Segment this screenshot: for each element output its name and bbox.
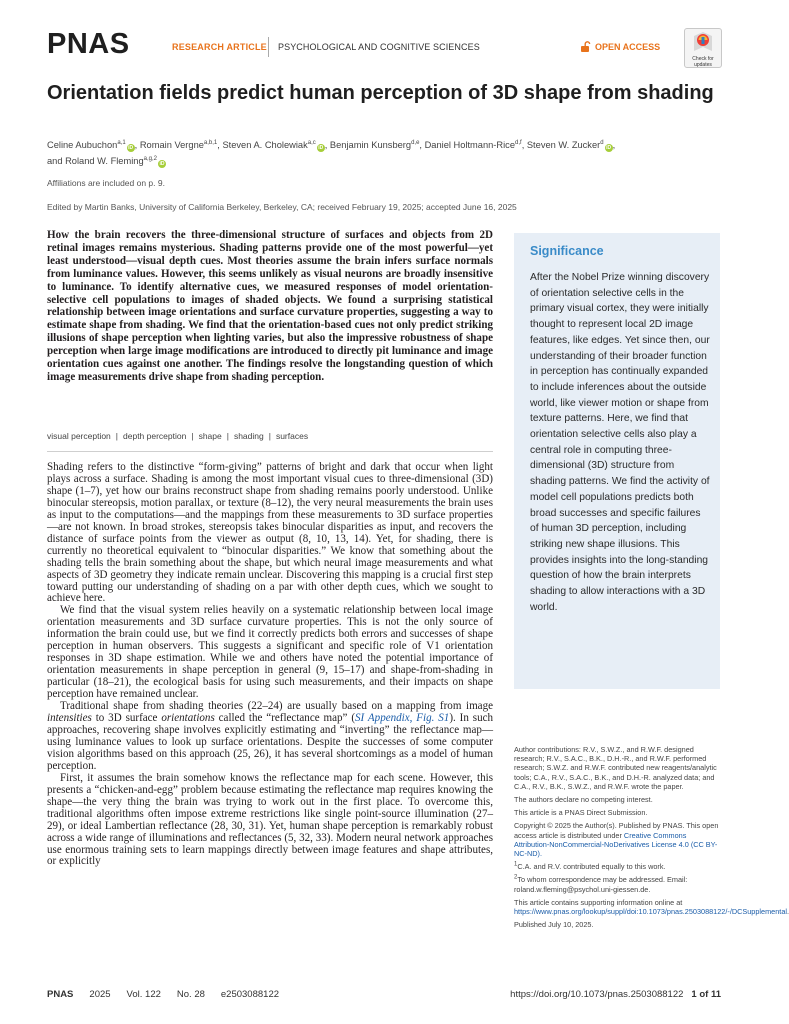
- article-notes: [514, 745, 789, 933]
- header-divider: [268, 37, 269, 57]
- orcid-icon[interactable]: iD: [606, 145, 612, 151]
- author[interactable]: Steven A. Cholewiak$^{a,c}$iD ,: [222, 139, 330, 151]
- article-type-label: RESEARCH ARTICLE: [172, 42, 267, 52]
- author[interactable]: Romain Vergne$^{a,b,1}$,: [139, 139, 223, 150]
- author[interactable]: Celine Aubuchon$^{a,1}$iD ,: [47, 139, 140, 151]
- author[interactable]: and Roland W. Fleming$^{a,g,2}$iD: [47, 155, 165, 167]
- significance-text: After the Nobel Prize winning discovery of orientation selective cells in the primary visual cortex, they were initially thought to represent local 2D image features, like edges. Yet since then, our understanding of their broader function in perception has continually expanded to include inferences about the outside world, like viewer motion or shape from texture patterns. Here, we find that orientation selective cells also play a central role in computing three-dimensional (3D) structure from shading patterns. We find the activity of model cell populations predicts both broad successes and specific failures of human 3D perception, including striking new shape illusions. This provides insights into the long-standing question of how the brain interprets shading to allow interactions with a 3D world.: [530, 272, 710, 613]
- keywords: visual perception | depth perception | shape | shading | surfaces: [47, 431, 309, 441]
- footer-number: No. 28: [176, 989, 205, 1000]
- author-contributions: Author contributions: R.V., S.W.Z., and R.W.F. designed research; R.V., S.A.C., B.K., D.H.-R., and R.W.F. performed research; S.W.Z. and R.W.F. contributed new reagents/analytic tools; C.A., R.V., S.A.C., B.K., and D.H.-R. analyzed data; and C.A., R.V., B.K., S.W.Z., and R.W.F. wrote the paper.: [514, 745, 717, 791]
- section-label: PSYCHOLOGICAL AND COGNITIVE SCIENCES: [278, 42, 480, 52]
- footer-article-id: e2503088122: [220, 989, 280, 1000]
- keyword[interactable]: surfaces: [275, 431, 309, 441]
- orcid-icon[interactable]: iD: [318, 145, 324, 151]
- page-number: 1 of 11: [691, 989, 721, 1000]
- body-text: [47, 462, 493, 868]
- body-paragraph: Traditional shape from shading theories (22–24) are usually based on a mapping from image intensities to 3D surface orientations called the “reflectance map” (SI Appendix, Fig. S1). In such approaches, recovering shape involves explicitly estimating and “inverting” the reflectance map—using luminance values to look up surface orientations. Despite the successes of some computer vision algorithms based on this approach (25, 26), it has several shortcomings as a model of human perception.: [47, 700, 494, 772]
- affiliations-note: Affiliations are included on p. 9.: [47, 178, 165, 188]
- supporting-info-note: This article contains supporting information online at https://www.pnas.org/lookup/suppl/doi:10.1073/pnas.2503088122/-/DCSupplemental.: [514, 897, 789, 917]
- keyword[interactable]: shading: [233, 431, 264, 441]
- open-lock-icon: [580, 41, 590, 52]
- author-list: [47, 137, 667, 169]
- license-link[interactable]: Creative Commons Attribution-NonCommercial-NoDerivatives License 4.0 (CC BY-NC-ND).: [514, 830, 718, 859]
- published-date: Published July 10, 2025.: [514, 920, 594, 930]
- footnote-correspondence: $^2$To whom correspondence may be addressed. Email: roland.w.fleming@psychol.uni-giessen.de.: [514, 875, 688, 894]
- body-paragraph: Shading refers to the distinctive “form-giving” patterns of bright and dark that occur when light plays across a surface. Shading is among the most important visual cues to three-dimensional (3D) shape (1–7), yet how our brains reconstruct shape from shading remains poorly understood. Unlike binocular stereopsis, motion parallax, or texture (8–12), the very neural measurements the brain uses as input to the computations—and the mappings from these measurements to 3D surface properties—are not known. In broad strokes, stereopsis takes binocular disparities as input, and recovers the distance of surface points from the viewer as output (8, 10, 13, 14). Yet, for shading, there is currently no theoretical equivalent to “binocular disparities.” We know that something about the shading tells the brain something about the shape, but which neural image measurements and what aspects of 3D geometry they indicate remain unclear. Discovering this mapping is a crucial first step toward putting our understanding of shading on a par with other depth cues, which we sought to achieve here.: [47, 461, 493, 605]
- author[interactable]: Steven W. Zucker$^d$iD ,: [526, 139, 616, 151]
- footer-doi-page: [510, 989, 721, 1000]
- footer-year: 2025: [89, 989, 111, 1000]
- editor-dates: Edited by Martin Banks, University of California Berkeley, Berkeley, CA; received February 19, 2025; accepted June 16, 2025: [47, 202, 517, 212]
- abstract: How the brain recovers the three-dimensional structure of surfaces and objects from 2D retinal images remains mysterious. Shading patterns provide one of the most powerful—yet least understood—visual depth cues. Most theories assume the brain infers surface normals from luminance values. However, this seems unlikely as visual neurons are broadly insensitive to luminance. To identify alternative cues, we measured responses of model orientation-selective cell populations to images of shaded objects. We found a surprising statistical relationship between image orientations and surface curvature properties, suggesting a way to estimate shape from shading. We find that the orientation-based cues not only predict striking illusions of shape perception when lighting varies, but also the impressive robustness of shape perception when large image modifications are introduced to directly pit luminance and image orientation cues against one another. The findings resolve the longstanding question of which image measurements drive shape from shading perception.: [47, 229, 493, 383]
- body-paragraph: First, it assumes the brain somehow knows the reflectance map for each scene. However, this presents a “chicken-and-egg” problem because estimating the reflectance map requires knowing the shape—the very thing the brain was trying to work out in the first place. To overcome this, traditional algorithms often impose extreme restrictions like single point-source illumination (27–29), or ideal Lambertian reflectance (28, 30, 31). Yet, human shape perception is remarkably robust across a wide range of illuminations and reflectances (5, 32, 33). Modern neural network approaches use enormous training sets to learn mappings directly between image features and shape attributes, or explicitly: [47, 771, 493, 868]
- significance-title: Significance: [530, 244, 604, 258]
- competing-interest: The authors declare no competing interest.: [514, 795, 653, 805]
- orcid-icon[interactable]: iD: [159, 161, 165, 167]
- orcid-icon[interactable]: iD: [128, 145, 134, 151]
- keyword[interactable]: visual perception: [47, 431, 111, 441]
- author[interactable]: Daniel Holtmann-Rice$^{d,f}$,: [424, 139, 527, 150]
- body-paragraph: We find that the visual system relies heavily on a systematic relationship between local image orientation measurements and 3D surface curvature properties. This is not the only source of information the brain could use, but we find it correctly predicts both errors and successes of shape perception in human observers. This suggests a significant and specific role of V1 orientation responses in 3D shape estimation. While we and others have noted the potential importance of orientation measurements in shape perception in general (9, 15–17) and shape-from-shading in particular (18–21), the ecological basis for using such measurements, and their impacts on shape perception have remained unclear.: [47, 604, 493, 701]
- open-access-label: OPEN ACCESS: [595, 41, 661, 52]
- keywords-divider: [47, 451, 493, 452]
- footer-citation: [47, 989, 295, 1000]
- article-title: Orientation fields predict human perception of 3D shape from shading: [47, 82, 714, 104]
- footer-volume: Vol. 122: [126, 989, 161, 1000]
- journal-logo[interactable]: PNAS: [47, 28, 130, 60]
- footnote-equal-contribution: $^1$C.A. and R.V. contributed equally to this work.: [514, 861, 666, 872]
- open-access-badge[interactable]: [580, 41, 660, 52]
- footer-journal: PNAS: [47, 989, 74, 1000]
- keyword[interactable]: shape: [198, 431, 222, 441]
- si-appendix-link[interactable]: SI Appendix, Fig. S1: [355, 712, 450, 725]
- author[interactable]: Benjamin Kunsberg$^{d,e}$,: [329, 139, 425, 150]
- updates-badge-text: Check for updates: [692, 56, 714, 68]
- copyright-note: Copyright © 2025 the Author(s). Published by PNAS. This open access article is distributed under Creative Commons Attribution-NonCommercial-NoDerivatives License 4.0 (CC BY-NC-ND).: [514, 821, 719, 859]
- doi-link[interactable]: https://doi.org/10.1073/pnas.2503088122: [510, 989, 684, 1000]
- direct-submission: This article is a PNAS Direct Submission.: [514, 808, 648, 818]
- crossmark-icon: [692, 31, 714, 55]
- supplemental-link[interactable]: https://www.pnas.org/lookup/suppl/doi:10.1073/pnas.2503088122/-/DCSupplemental: [514, 907, 788, 917]
- check-for-updates-button[interactable]: [684, 28, 722, 68]
- keyword[interactable]: depth perception: [123, 431, 187, 441]
